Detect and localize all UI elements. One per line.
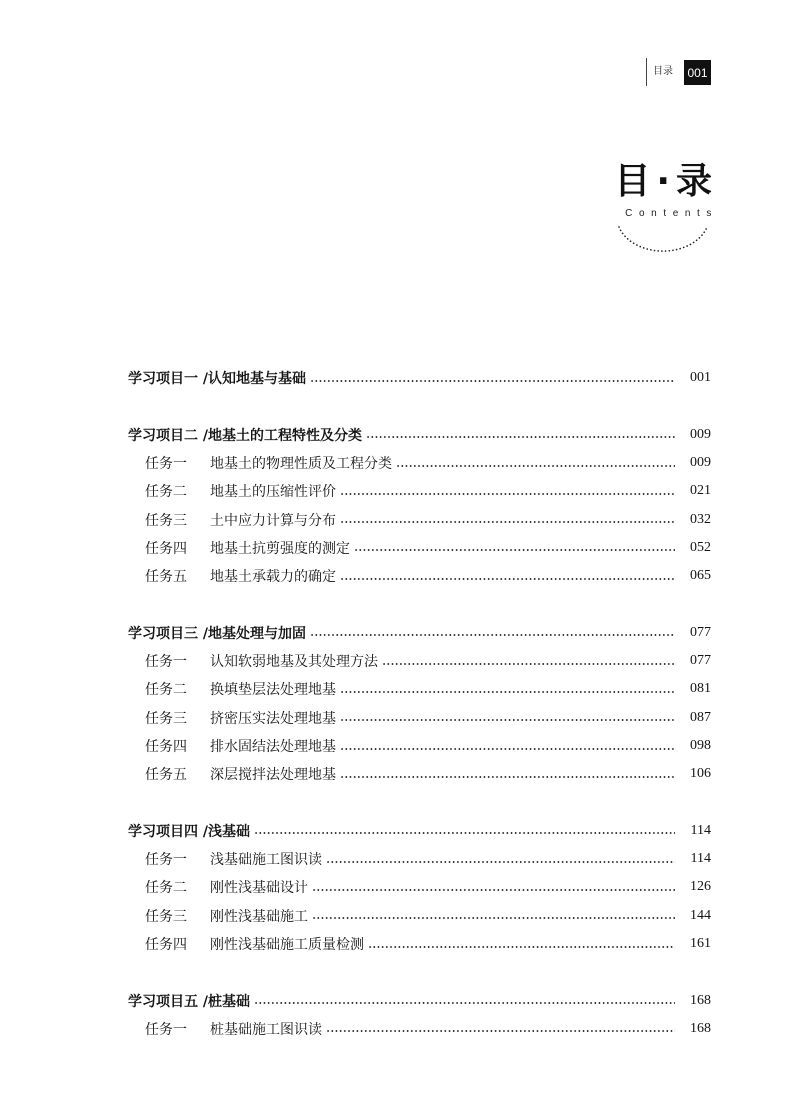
toc-task-row [128, 902, 711, 930]
toc-task-row [128, 704, 711, 732]
page-number: 009 [690, 426, 711, 442]
dot-leader [366, 436, 675, 438]
dot-leader [396, 465, 675, 467]
task-title: 刚性浅基础设计 [210, 880, 308, 897]
dot-leader [340, 493, 675, 495]
toc-section [128, 817, 711, 958]
page-number: 021 [690, 483, 711, 499]
toc-task-row [128, 505, 711, 533]
task-label: 任务一 [145, 456, 187, 473]
task-title: 地基土抗剪强度的测定 [210, 540, 350, 557]
toc-heading-row [128, 817, 711, 845]
task-title: 地基土的物理性质及工程分类 [210, 456, 392, 473]
task-label: 任务三 [145, 512, 187, 529]
task-title: 刚性浅基础施工 [210, 908, 308, 925]
page-number: 098 [690, 738, 711, 753]
running-header-label: 目录 [653, 66, 673, 77]
toc-task-row [128, 845, 711, 873]
task-label: 任务二 [145, 880, 187, 897]
page-title: 目·录 [614, 161, 718, 202]
dot-leader [340, 691, 675, 693]
page-number: 081 [690, 681, 711, 697]
toc-section [128, 364, 711, 392]
dot-leader [312, 889, 675, 891]
task-title: 地基土的压缩性评价 [210, 484, 336, 501]
page-number: 114 [690, 851, 711, 867]
project-heading: 学习项目五 /桩基础 [128, 993, 250, 1010]
task-label: 任务三 [145, 908, 187, 925]
task-title: 土中应力计算与分布 [210, 512, 336, 529]
page-number: 052 [690, 539, 711, 555]
toc-section [128, 619, 711, 789]
toc-task-row [128, 760, 711, 788]
page-number: 144 [690, 907, 711, 923]
toc-task-row [128, 873, 711, 901]
dot-leader [310, 634, 675, 636]
page-number-badge [684, 60, 711, 85]
page-number: 161 [690, 936, 711, 952]
page-number: 114 [690, 822, 711, 838]
task-label: 任务一 [145, 654, 187, 671]
task-title: 认知软弱地基及其处理方法 [210, 654, 378, 671]
task-title: 刚性浅基础施工质量检测 [210, 937, 364, 954]
table-of-contents [128, 364, 711, 1071]
task-label: 任务四 [145, 937, 187, 954]
dot-leader [310, 380, 675, 382]
toc-heading-row [128, 619, 711, 647]
page-number: 168 [690, 1020, 711, 1036]
page-number: 077 [690, 653, 711, 669]
dot-leader [382, 663, 675, 665]
dotted-arc-ornament [616, 222, 712, 264]
project-heading: 学习项目四 /浅基础 [128, 823, 250, 840]
header-divider [646, 58, 647, 86]
dot-leader [340, 776, 675, 778]
task-title: 挤密压实法处理地基 [210, 710, 336, 727]
toc-section [128, 987, 711, 1044]
task-label: 任务五 [145, 569, 187, 586]
task-label: 任务四 [145, 739, 187, 755]
dot-leader [326, 1030, 675, 1032]
project-heading: 学习项目三 /地基处理与加固 [128, 625, 306, 642]
task-title: 排水固结法处理地基 [210, 739, 336, 755]
dot-leader [354, 549, 675, 551]
toc-heading-row [128, 987, 711, 1015]
dot-leader [368, 946, 675, 948]
task-title: 浅基础施工图识读 [210, 852, 322, 869]
page-number: 168 [690, 992, 711, 1008]
toc-task-row [128, 647, 711, 675]
dot-leader [340, 521, 675, 523]
project-heading: 学习项目一 /认知地基与基础 [128, 371, 306, 388]
toc-task-row [128, 477, 711, 505]
toc-task-row [128, 449, 711, 477]
toc-heading-row [128, 364, 711, 392]
dot-leader [312, 917, 675, 919]
dot-leader [326, 861, 675, 863]
page-number: 087 [690, 709, 711, 725]
page-number: 065 [690, 568, 711, 584]
page-number: 001 [687, 65, 708, 80]
toc-task-row [128, 534, 711, 562]
page-number: 106 [690, 766, 711, 782]
toc-task-row [128, 930, 711, 958]
task-title: 地基土承载力的确定 [210, 569, 336, 586]
dot-leader [254, 832, 675, 834]
page-number: 126 [690, 879, 711, 895]
toc-task-row [128, 562, 711, 590]
task-label: 任务三 [145, 710, 187, 727]
page-number: 001 [690, 370, 711, 386]
task-title: 换填垫层法处理地基 [210, 682, 336, 699]
page-number: 009 [690, 455, 711, 471]
toc-task-row [128, 675, 711, 703]
task-label: 任务二 [145, 682, 187, 699]
page-subtitle: Contents [625, 208, 718, 219]
dot-leader [340, 748, 675, 750]
task-label: 任务二 [145, 484, 187, 501]
toc-section [128, 421, 711, 591]
page-number: 077 [690, 624, 711, 640]
toc-task-row [128, 1015, 711, 1043]
task-label: 任务四 [145, 540, 187, 557]
toc-task-row [128, 732, 711, 760]
task-title: 桩基础施工图识读 [210, 1021, 322, 1038]
dot-leader [340, 719, 675, 721]
page-number: 032 [690, 511, 711, 527]
toc-heading-row [128, 421, 711, 449]
task-title: 深层搅拌法处理地基 [210, 767, 336, 784]
task-label: 任务五 [145, 767, 187, 784]
project-heading: 学习项目二 /地基土的工程特性及分类 [128, 427, 362, 444]
dot-leader [340, 578, 675, 580]
task-label: 任务一 [145, 852, 187, 869]
task-label: 任务一 [145, 1021, 187, 1038]
dot-leader [254, 1002, 675, 1004]
